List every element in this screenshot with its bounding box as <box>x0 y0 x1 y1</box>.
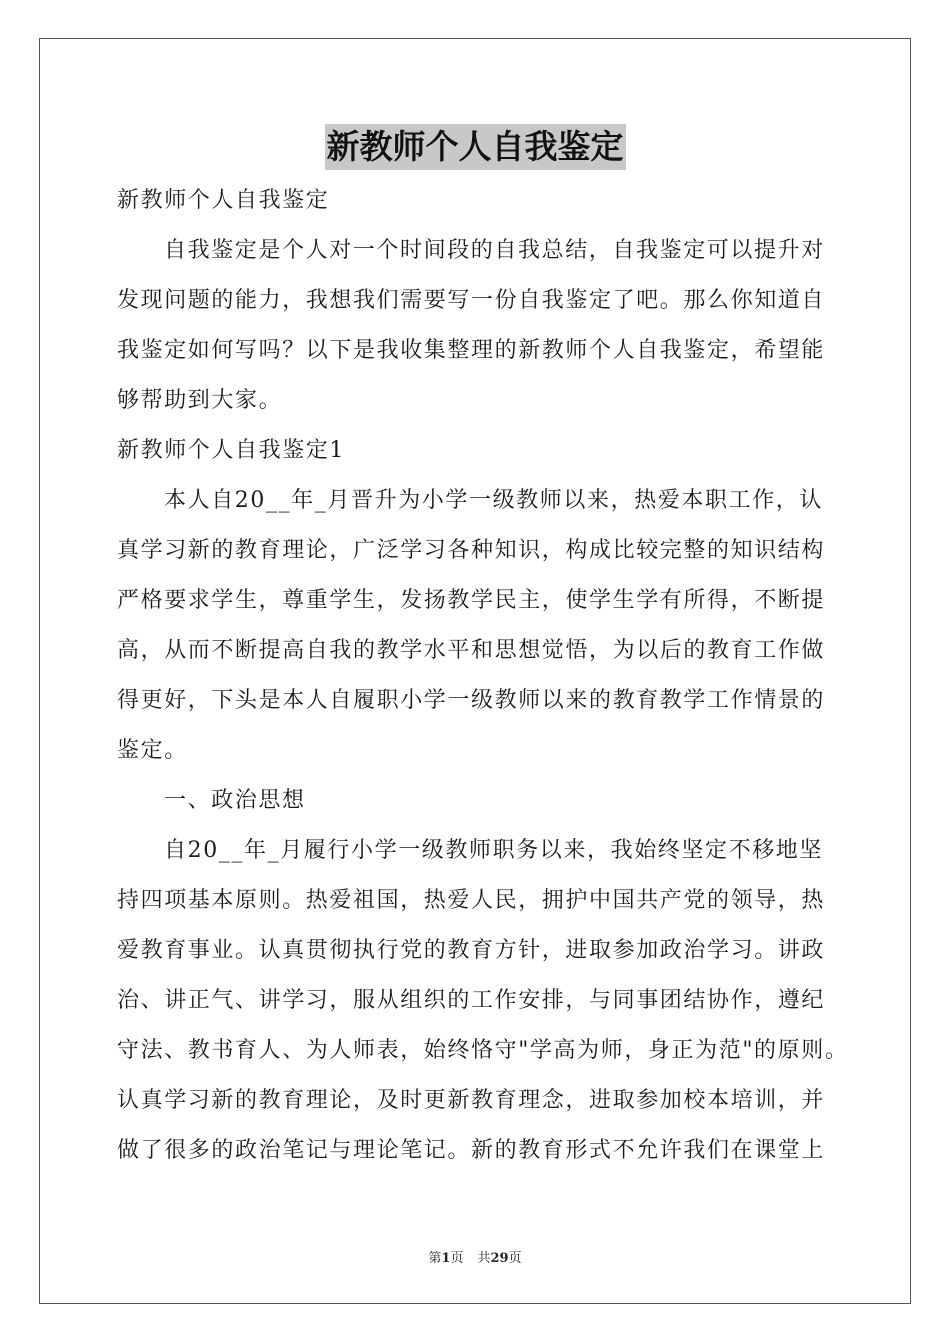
paragraph-line: 自我鉴定是个人对一个时间段的自我总结，自我鉴定可以提升对 <box>164 238 825 263</box>
subsection-heading: 一、政治思想 <box>164 788 306 813</box>
paragraph-line: 自20__年_月履行小学一级教师职务以来，我始终坚定不移地坚 <box>164 838 823 863</box>
page-suffix: 页 <box>450 1251 464 1266</box>
paragraph-line: 得更好，下头是本人自履职小学一级教师以来的教育教学工作情景的 <box>117 688 826 713</box>
paragraph-line: 认真学习新的教育理论，及时更新教育理念，进取参加校本培训，并 <box>117 1088 826 1113</box>
paragraph-line: 高，从而不断提高自我的教学水平和思想觉悟，为以后的教育工作做 <box>117 638 826 663</box>
paragraph-line: 持四项基本原则。热爱祖国，热爱人民，拥护中国共产党的领导，热 <box>117 888 826 913</box>
paragraph-line: 治、讲正气、讲学习，服从组织的工作安排，与同事团结协作，遵纪 <box>117 988 826 1013</box>
paragraph-line: 真学习新的教育理论，广泛学习各种知识，构成比较完整的知识结构 <box>117 538 826 563</box>
section-heading: 新教师个人自我鉴定1 <box>117 438 345 463</box>
paragraph-line: 本人自20__年_月晋升为小学一级教师以来，热爱本职工作，认 <box>164 488 823 513</box>
document-body <box>117 176 849 1176</box>
total-prefix: 共 <box>477 1251 491 1266</box>
title-container <box>0 124 950 170</box>
paragraph-line: 发现问题的能力，我想我们需要写一份自我鉴定了吧。那么你知道自 <box>117 288 826 313</box>
total-pages: 29 <box>490 1251 509 1266</box>
paragraph-line: 爱教育事业。认真贯彻执行党的教育方针，进取参加政治学习。讲政 <box>117 938 826 963</box>
paragraph-line: 严格要求学生，尊重学生，发扬教学民主，使学生学有所得，不断提 <box>117 588 826 613</box>
paragraph-line: 我鉴定如何写吗？以下是我收集整理的新教师个人自我鉴定，希望能 <box>117 338 826 363</box>
paragraph-line: 做了很多的政治笔记与理论笔记。新的教育形式不允许我们在课堂上 <box>117 1138 826 1163</box>
paragraph-line: 鉴定。 <box>117 738 188 763</box>
paragraph-line: 守法、教书育人、为人师表，始终恪守"学高为师，身正为范"的原则。 <box>117 1038 849 1063</box>
document-title: 新教师个人自我鉴定 <box>325 124 626 170</box>
paragraph-line: 够帮助到大家。 <box>117 388 283 413</box>
page-number: 1 <box>441 1251 451 1266</box>
section-heading: 新教师个人自我鉴定 <box>117 188 330 213</box>
page-footer <box>0 1247 950 1266</box>
total-suffix: 页 <box>508 1251 522 1266</box>
page-prefix: 第 <box>428 1251 442 1266</box>
